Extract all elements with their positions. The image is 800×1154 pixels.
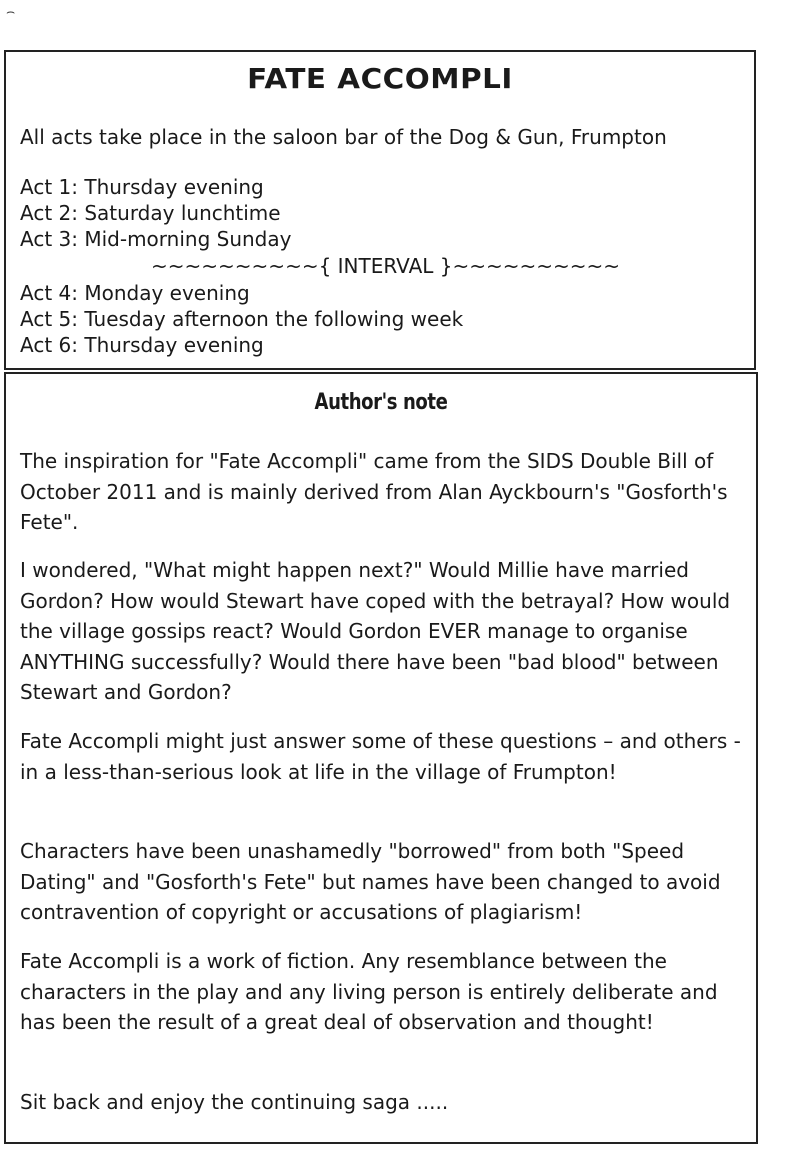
acts-panel xyxy=(4,50,756,370)
note-paragraph: The inspiration for "Fate Accompli" came from the SIDS Double Bill of October 2011 and is mainly derived from Alan Ayckbourn's "Gosforth's Fete". xyxy=(20,449,728,534)
note-paragraph: Characters have been unashamedly "borrowed" from both "Speed Dating" and "Gosforth's Fete" but names have been changed to avoid contravention of copyright or accusations of plagiarism! xyxy=(20,839,721,924)
act-line: Act 1: Thursday evening xyxy=(20,175,264,199)
act-line: Act 2: Saturday lunchtime xyxy=(20,201,281,225)
note-paragraph: Sit back and enjoy the continuing saga ..... xyxy=(20,1090,449,1114)
note-heading: Author's note xyxy=(314,390,448,415)
setting-text: All acts take place in the saloon bar of the Dog & Gun, Frumpton xyxy=(20,125,667,149)
authors-note-panel xyxy=(4,372,758,1144)
note-paragraph: Fate Accompli is a work of fiction. Any resemblance between the characters in the play and any living person is entirely deliberate and has been the result of a great deal of observation and thought! xyxy=(20,949,718,1034)
note-paragraph: Fate Accompli might just answer some of these questions – and others - in a less-than-serious look at life in the village of Frumpton! xyxy=(20,729,741,784)
act-line: Act 6: Thursday evening xyxy=(20,333,264,357)
note-paragraph: I wondered, "What might happen next?" Would Millie have married Gordon? How would Stewart have coped with the betrayal? How would the village gossips react? Would Gordon EVER manage to organise ANYTHING successfully? Would there have been "bad blood" between Stewart and Gordon? xyxy=(20,558,731,704)
act-line: Act 5: Tuesday afternoon the following week xyxy=(20,307,464,331)
play-title: FATE ACCOMPLI xyxy=(247,62,513,95)
interval-divider: ~~~~~~~~~~{ INTERVAL }~~~~~~~~~~ xyxy=(151,254,621,278)
page-corner-mark: ⌢ xyxy=(6,4,16,20)
act-line: Act 3: Mid-morning Sunday xyxy=(20,227,292,251)
act-line: Act 4: Monday evening xyxy=(20,281,250,305)
